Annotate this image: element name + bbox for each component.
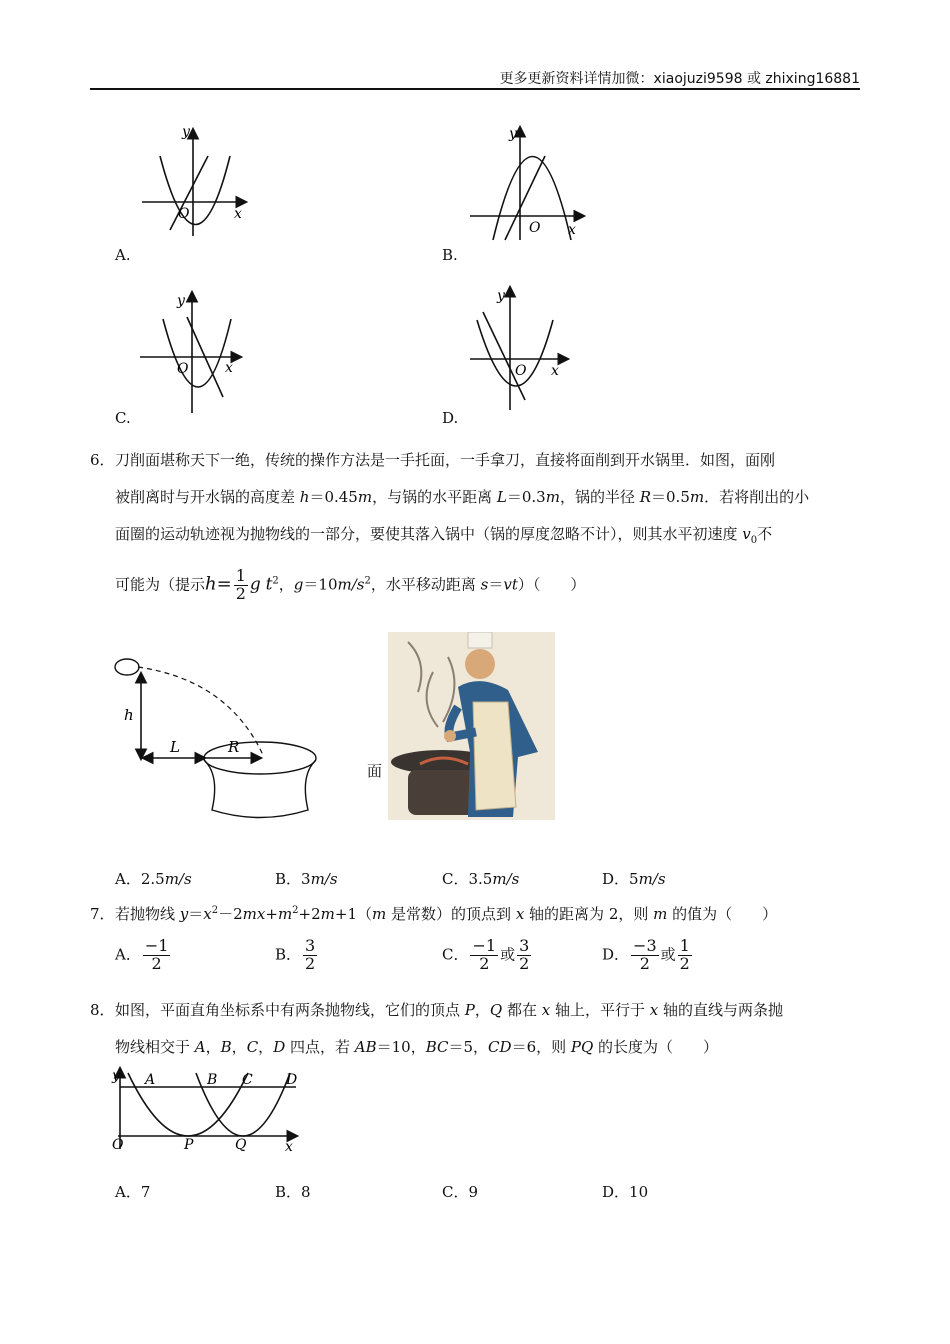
graph-a-label: A. [115,246,131,264]
q6-number: 6． [90,451,115,469]
q7-option-d[interactable]: D． $\frac{-3}{2}$ 或 $\frac{1}{2}$ [602,936,690,973]
graph-d-label: D. [442,409,459,427]
h-label: h [124,706,134,724]
svg-text:P: P [184,1137,194,1153]
l-label: L [170,738,180,756]
q6-option-d[interactable]: D．5m/s [602,870,666,888]
r-label: R [228,738,240,756]
q8-line1: 如图，平面直角坐标系中有两条抛物线，它们的顶点 P，Q 都在 x 轴上，平行于 x 轴的直线与两条抛 [115,1001,784,1019]
q8-option-a[interactable]: A．7 [115,1183,151,1201]
q7-stem: 若抛物线 $y=x^2-2mx+m^2+2m+1(m$ 是常数）的顶点到 x 轴的距离为 2，则 m 的值为（ ） [115,905,778,923]
q6-line2: 被削离时与开水锅的高度差 h＝0.45m，与锅的水平距离 L＝0.3m，锅的半径 R＝0.5m．若将削出的小 [115,488,810,506]
parabola [160,156,230,225]
q6-option-b[interactable]: B．3m/s [275,870,338,888]
photo-side-label: 面 [367,762,383,780]
x-label: x [568,222,576,238]
origin-label: O [178,206,190,222]
y-label: y [177,293,185,309]
svg-text:y: y [112,1068,120,1084]
svg-text:A: A [145,1072,156,1088]
header-text: 更多更新资料详情加微：xiaojuzi9598 或 zhixing16881 [499,71,860,87]
q8-number: 8． [90,1001,115,1019]
q8-line2: 物线相交于 A，B，C，D 四点，若 AB＝10，BC＝5，CD＝6，则 PQ 的长度为（ ） [115,1038,719,1056]
svg-text:Q: Q [235,1137,247,1153]
graph-a [130,118,260,238]
svg-text:C: C [242,1072,253,1088]
q6-line4: 可能为（提示h= $\frac{1}{2}$ g $t^2$，$g=10m/s^2$，水平移动距离 s＝vt）（ ） [115,566,586,603]
q7-option-b[interactable]: B． $\frac{3}{2}$ [275,936,316,973]
q6-chef-illustration [388,632,555,820]
origin-label: O [177,361,189,377]
origin-label: O [529,220,541,236]
graph-b-label: B. [442,246,458,264]
graph-d [465,282,590,412]
q6-option-c[interactable]: C．3.5m/s [442,870,520,888]
pot-body [204,760,316,818]
q6-option-a[interactable]: A．2.5m/s [115,870,192,888]
graph-b [465,118,595,243]
svg-text:B: B [207,1072,218,1088]
q7-number: 7． [90,905,115,923]
q8-option-c[interactable]: C．9 [442,1183,479,1201]
y-label: y [497,288,505,304]
q6-trajectory-diagram [108,650,328,825]
y-label: y [182,124,190,140]
q8-parabolas-diagram [108,1063,308,1155]
x-label: x [551,363,559,379]
graph-c-label: C. [115,409,131,427]
q7-option-a[interactable]: A． $\frac{-1}{2}$ [115,936,169,973]
q7-option-c[interactable]: C． $\frac{-1}{2}$ 或 $\frac{3}{2}$ [442,936,530,973]
q8-option-d[interactable]: D．10 [602,1183,649,1201]
svg-text:O: O [112,1137,124,1153]
x-label: x [225,360,233,376]
y-label: y [509,126,517,142]
origin-label: O [515,363,527,379]
graph-c [135,285,260,415]
dough-ring [115,659,139,675]
trajectory [138,667,263,755]
svg-text:D: D [286,1072,298,1088]
q6-line1: 刀削面堪称天下一绝，传统的操作方法是一手托面，一手拿刀，直接将面削到开水锅里．如图，面刚 [115,451,776,469]
svg-text:x: x [285,1139,293,1155]
q8-option-b[interactable]: B．8 [275,1183,311,1201]
q6-line3: 面圈的运动轨迹视为抛物线的一部分，要使其落入锅中（锅的厚度忽略不计），则其水平初速度 $v_0$不 [115,525,773,546]
x-label: x [234,206,242,222]
header-rule [90,88,860,90]
